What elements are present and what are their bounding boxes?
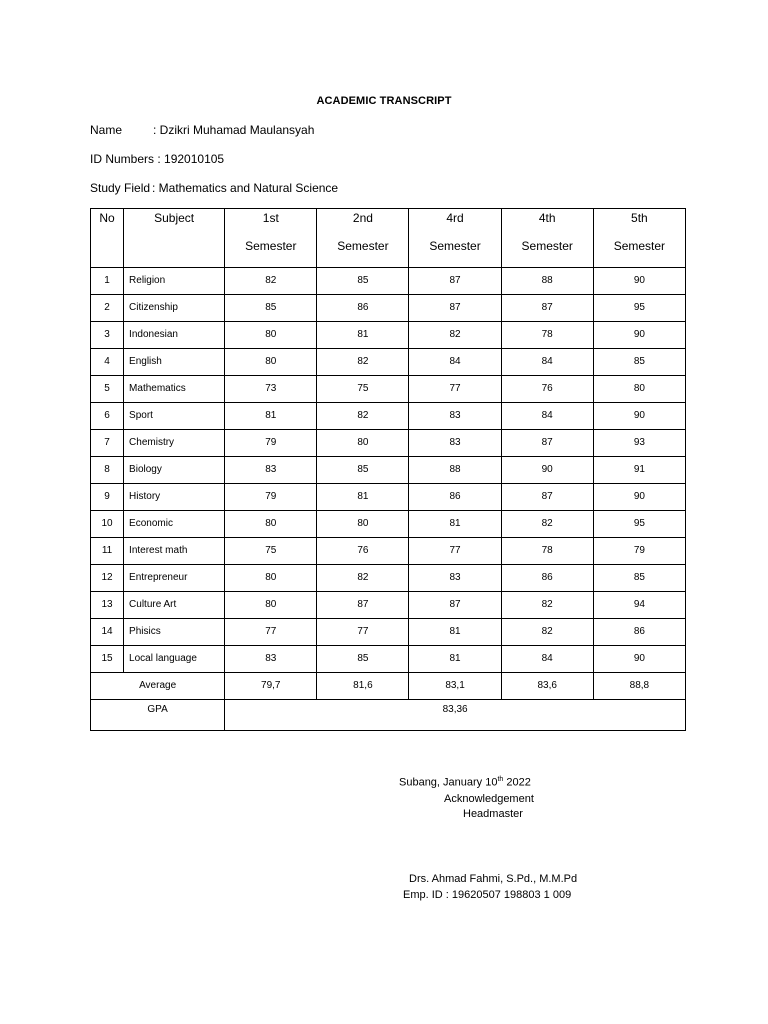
subject-cell: Religion bbox=[124, 268, 225, 295]
table-row bbox=[91, 511, 686, 538]
score-cell: 85 bbox=[317, 457, 409, 484]
row-number: 12 bbox=[91, 565, 124, 592]
score-cell: 85 bbox=[593, 349, 685, 376]
study-field-line bbox=[90, 181, 338, 195]
score-cell: 95 bbox=[593, 511, 685, 538]
table-row bbox=[91, 376, 686, 403]
score-cell: 76 bbox=[501, 376, 593, 403]
score-cell: 83 bbox=[409, 430, 501, 457]
score-cell: 86 bbox=[593, 619, 685, 646]
student-id-line bbox=[90, 152, 224, 166]
average-cell: 83,1 bbox=[409, 673, 501, 700]
subject-cell: Entrepreneur bbox=[124, 565, 225, 592]
score-cell: 81 bbox=[317, 484, 409, 511]
average-cell: 88,8 bbox=[593, 673, 685, 700]
id-value: : 192010105 bbox=[157, 152, 225, 166]
score-cell: 85 bbox=[225, 295, 317, 322]
score-cell: 87 bbox=[501, 295, 593, 322]
subject-cell: History bbox=[124, 484, 225, 511]
table-row bbox=[91, 646, 686, 673]
table-row bbox=[91, 349, 686, 376]
row-number: 2 bbox=[91, 295, 124, 322]
score-cell: 87 bbox=[409, 268, 501, 295]
subject-cell: Economic bbox=[124, 511, 225, 538]
score-cell: 78 bbox=[501, 538, 593, 565]
score-cell: 87 bbox=[409, 295, 501, 322]
score-cell: 83 bbox=[225, 646, 317, 673]
acknowledgement-text: Acknowledgement bbox=[444, 793, 534, 805]
score-cell: 82 bbox=[501, 592, 593, 619]
score-cell: 84 bbox=[501, 349, 593, 376]
score-cell: 84 bbox=[409, 349, 501, 376]
score-cell: 80 bbox=[593, 376, 685, 403]
score-cell: 87 bbox=[409, 592, 501, 619]
score-cell: 80 bbox=[225, 592, 317, 619]
score-cell: 80 bbox=[317, 511, 409, 538]
table-row bbox=[91, 484, 686, 511]
subject-cell: Indonesian bbox=[124, 322, 225, 349]
score-cell: 91 bbox=[593, 457, 685, 484]
headmaster-role: Headmaster bbox=[463, 808, 523, 820]
score-cell: 78 bbox=[501, 322, 593, 349]
score-cell: 82 bbox=[409, 322, 501, 349]
score-cell: 85 bbox=[593, 565, 685, 592]
gpa-label: GPA bbox=[91, 700, 225, 731]
header-no: No bbox=[91, 209, 124, 268]
score-cell: 75 bbox=[225, 538, 317, 565]
score-cell: 93 bbox=[593, 430, 685, 457]
row-number: 3 bbox=[91, 322, 124, 349]
score-cell: 81 bbox=[409, 619, 501, 646]
score-cell: 81 bbox=[409, 646, 501, 673]
row-number: 7 bbox=[91, 430, 124, 457]
field-value: : Mathematics and Natural Science bbox=[152, 181, 339, 195]
score-cell: 80 bbox=[225, 322, 317, 349]
table-row bbox=[91, 538, 686, 565]
subject-cell: Biology bbox=[124, 457, 225, 484]
header-semester-5: 5th Semester bbox=[593, 209, 685, 268]
score-cell: 86 bbox=[409, 484, 501, 511]
score-cell: 88 bbox=[409, 457, 501, 484]
score-cell: 82 bbox=[501, 511, 593, 538]
score-cell: 80 bbox=[225, 511, 317, 538]
student-name-line bbox=[90, 123, 314, 137]
document-title: ACADEMIC TRANSCRIPT bbox=[316, 95, 452, 107]
score-cell: 85 bbox=[317, 646, 409, 673]
table-row bbox=[91, 403, 686, 430]
grades-table bbox=[90, 208, 686, 731]
header-semester-3: 4rd Semester bbox=[409, 209, 501, 268]
table-row bbox=[91, 565, 686, 592]
field-label: Study Field bbox=[90, 181, 151, 195]
score-cell: 94 bbox=[593, 592, 685, 619]
table-row bbox=[91, 295, 686, 322]
score-cell: 82 bbox=[225, 268, 317, 295]
score-cell: 90 bbox=[593, 268, 685, 295]
average-row bbox=[91, 673, 686, 700]
row-number: 8 bbox=[91, 457, 124, 484]
score-cell: 83 bbox=[409, 565, 501, 592]
gpa-value: 83,36 bbox=[225, 700, 686, 731]
score-cell: 83 bbox=[225, 457, 317, 484]
row-number: 9 bbox=[91, 484, 124, 511]
score-cell: 81 bbox=[317, 322, 409, 349]
score-cell: 79 bbox=[225, 484, 317, 511]
signatory-name: Drs. Ahmad Fahmi, S.Pd., M.M.Pd bbox=[409, 873, 578, 885]
row-number: 10 bbox=[91, 511, 124, 538]
table-row bbox=[91, 322, 686, 349]
row-number: 1 bbox=[91, 268, 124, 295]
score-cell: 80 bbox=[317, 430, 409, 457]
score-cell: 86 bbox=[317, 295, 409, 322]
table-row bbox=[91, 268, 686, 295]
score-cell: 77 bbox=[409, 376, 501, 403]
score-cell: 82 bbox=[501, 619, 593, 646]
score-cell: 85 bbox=[317, 268, 409, 295]
row-number: 15 bbox=[91, 646, 124, 673]
score-cell: 76 bbox=[317, 538, 409, 565]
subject-cell: English bbox=[124, 349, 225, 376]
name-label: Name bbox=[90, 123, 123, 137]
score-cell: 81 bbox=[409, 511, 501, 538]
score-cell: 77 bbox=[225, 619, 317, 646]
header-semester-2: 2nd Semester bbox=[317, 209, 409, 268]
score-cell: 77 bbox=[409, 538, 501, 565]
table-row bbox=[91, 619, 686, 646]
score-cell: 90 bbox=[593, 322, 685, 349]
gpa-row bbox=[91, 700, 686, 731]
subject-cell: Local language bbox=[124, 646, 225, 673]
header-semester-4: 4th Semester bbox=[501, 209, 593, 268]
score-cell: 82 bbox=[317, 565, 409, 592]
table-row bbox=[91, 430, 686, 457]
score-cell: 90 bbox=[593, 484, 685, 511]
subject-cell: Sport bbox=[124, 403, 225, 430]
subject-cell: Mathematics bbox=[124, 376, 225, 403]
score-cell: 75 bbox=[317, 376, 409, 403]
score-cell: 90 bbox=[593, 403, 685, 430]
row-number: 11 bbox=[91, 538, 124, 565]
score-cell: 82 bbox=[317, 349, 409, 376]
score-cell: 87 bbox=[317, 592, 409, 619]
score-cell: 95 bbox=[593, 295, 685, 322]
score-cell: 90 bbox=[593, 646, 685, 673]
score-cell: 83 bbox=[409, 403, 501, 430]
score-cell: 80 bbox=[225, 349, 317, 376]
subject-cell: Phisics bbox=[124, 619, 225, 646]
average-cell: 81,6 bbox=[317, 673, 409, 700]
header-subject: Subject bbox=[124, 209, 225, 268]
score-cell: 77 bbox=[317, 619, 409, 646]
subject-cell: Interest math bbox=[124, 538, 225, 565]
average-label: Average bbox=[91, 673, 225, 700]
score-cell: 87 bbox=[501, 430, 593, 457]
score-cell: 88 bbox=[501, 268, 593, 295]
score-cell: 82 bbox=[317, 403, 409, 430]
row-number: 6 bbox=[91, 403, 124, 430]
row-number: 13 bbox=[91, 592, 124, 619]
average-cell: 83,6 bbox=[501, 673, 593, 700]
score-cell: 87 bbox=[501, 484, 593, 511]
score-cell: 86 bbox=[501, 565, 593, 592]
average-cell: 79,7 bbox=[225, 673, 317, 700]
row-number: 5 bbox=[91, 376, 124, 403]
subject-cell: Citizenship bbox=[124, 295, 225, 322]
row-number: 14 bbox=[91, 619, 124, 646]
row-number: 4 bbox=[91, 349, 124, 376]
table-row bbox=[91, 457, 686, 484]
table-row bbox=[91, 592, 686, 619]
subject-cell: Culture Art bbox=[124, 592, 225, 619]
score-cell: 80 bbox=[225, 565, 317, 592]
employee-id: Emp. ID : 19620507 198803 1 009 bbox=[403, 889, 572, 901]
header-semester-1: 1st Semester bbox=[225, 209, 317, 268]
name-value: : Dzikri Muhamad Maulansyah bbox=[153, 123, 315, 137]
score-cell: 84 bbox=[501, 403, 593, 430]
subject-cell: Chemistry bbox=[124, 430, 225, 457]
table-header-row bbox=[91, 209, 686, 268]
id-label: ID Numbers bbox=[90, 152, 155, 166]
score-cell: 79 bbox=[593, 538, 685, 565]
score-cell: 79 bbox=[225, 430, 317, 457]
score-cell: 73 bbox=[225, 376, 317, 403]
score-cell: 81 bbox=[225, 403, 317, 430]
place-date: Subang, January 10th 2022 bbox=[399, 776, 531, 789]
score-cell: 90 bbox=[501, 457, 593, 484]
score-cell: 84 bbox=[501, 646, 593, 673]
